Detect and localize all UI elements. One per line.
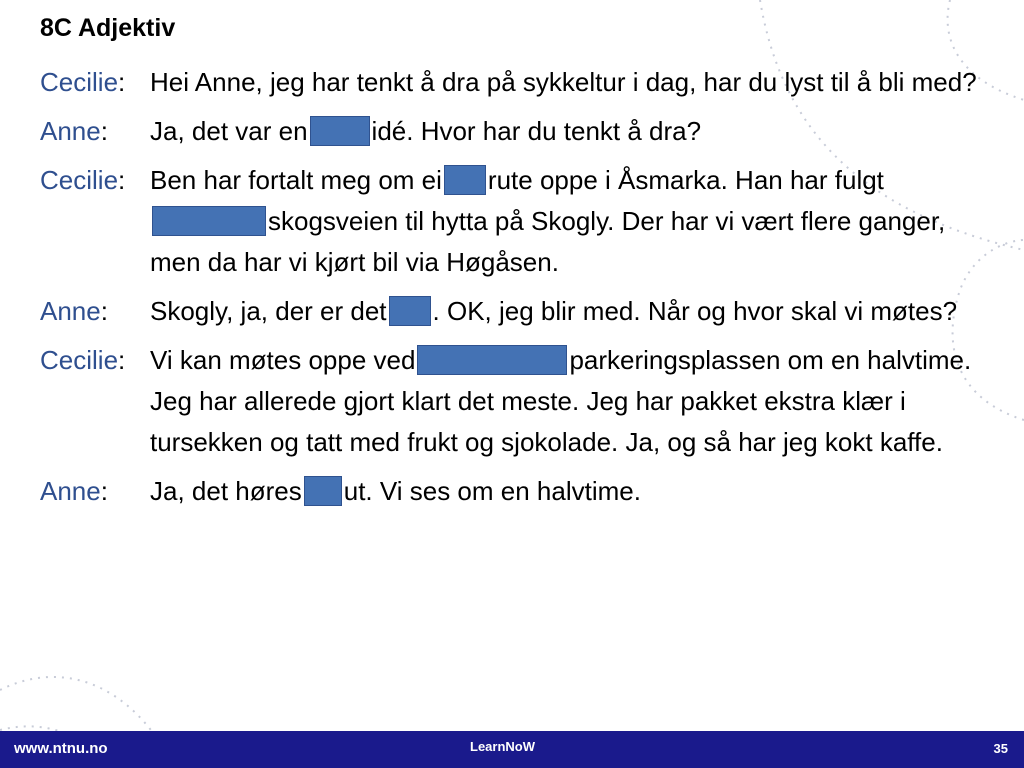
dialog-text: Ja, det høres ut. Vi ses om en halvtime. <box>150 476 641 506</box>
blank-box <box>444 165 486 195</box>
blank-box <box>152 206 266 236</box>
speaker-name: Cecilie: <box>40 165 126 195</box>
blank-box <box>304 476 342 506</box>
blank-box <box>310 116 370 146</box>
dialog-line <box>40 340 980 463</box>
speaker-name: Anne: <box>40 476 108 506</box>
page-title: 8C Adjektiv <box>40 14 176 42</box>
footer-center-label: LearnNoW <box>470 739 535 754</box>
dialog <box>40 62 980 520</box>
dialog-text: Ben har fortalt meg om ei rute oppe i Åsmarka. Han har fulgtskogsveien til hytta på Skogly. Der har vi vært flere ganger, men da har vi kjørt bil via Høgåsen. <box>150 165 946 277</box>
dialog-text: Vi kan møtes oppe ved parkeringsplassen om en halvtime. Jeg har allerede gjort klart det meste. Jeg har pakket ekstra klær i tursekken og tatt med frukt og sjokolade. Ja, og så har jeg kokt kaffe. <box>150 345 972 457</box>
dialog-text: Ja, det var en idé. Hvor har du tenkt å dra? <box>150 116 702 146</box>
dialog-line <box>40 160 980 283</box>
blank-box <box>417 345 567 375</box>
speaker-name: Cecilie: <box>40 67 126 97</box>
speaker-name: Anne: <box>40 296 108 326</box>
footer-url: www.ntnu.no <box>14 740 108 757</box>
speaker-name: Anne: <box>40 116 108 146</box>
dialog-line <box>40 62 980 103</box>
dialog-text: Hei Anne, jeg har tenkt å dra på sykkeltur i dag, har du lyst til å bli med? <box>150 67 977 97</box>
blank-box <box>389 296 431 326</box>
page-number: 35 <box>993 741 1008 756</box>
dialog-line <box>40 291 980 332</box>
footer-bar <box>0 731 1024 768</box>
speaker-name: Cecilie: <box>40 345 126 375</box>
dialog-line <box>40 471 980 512</box>
dialog-text: Skogly, ja, der er det . OK, jeg blir med. Når og hvor skal vi møtes? <box>150 296 958 326</box>
dialog-line <box>40 111 980 152</box>
